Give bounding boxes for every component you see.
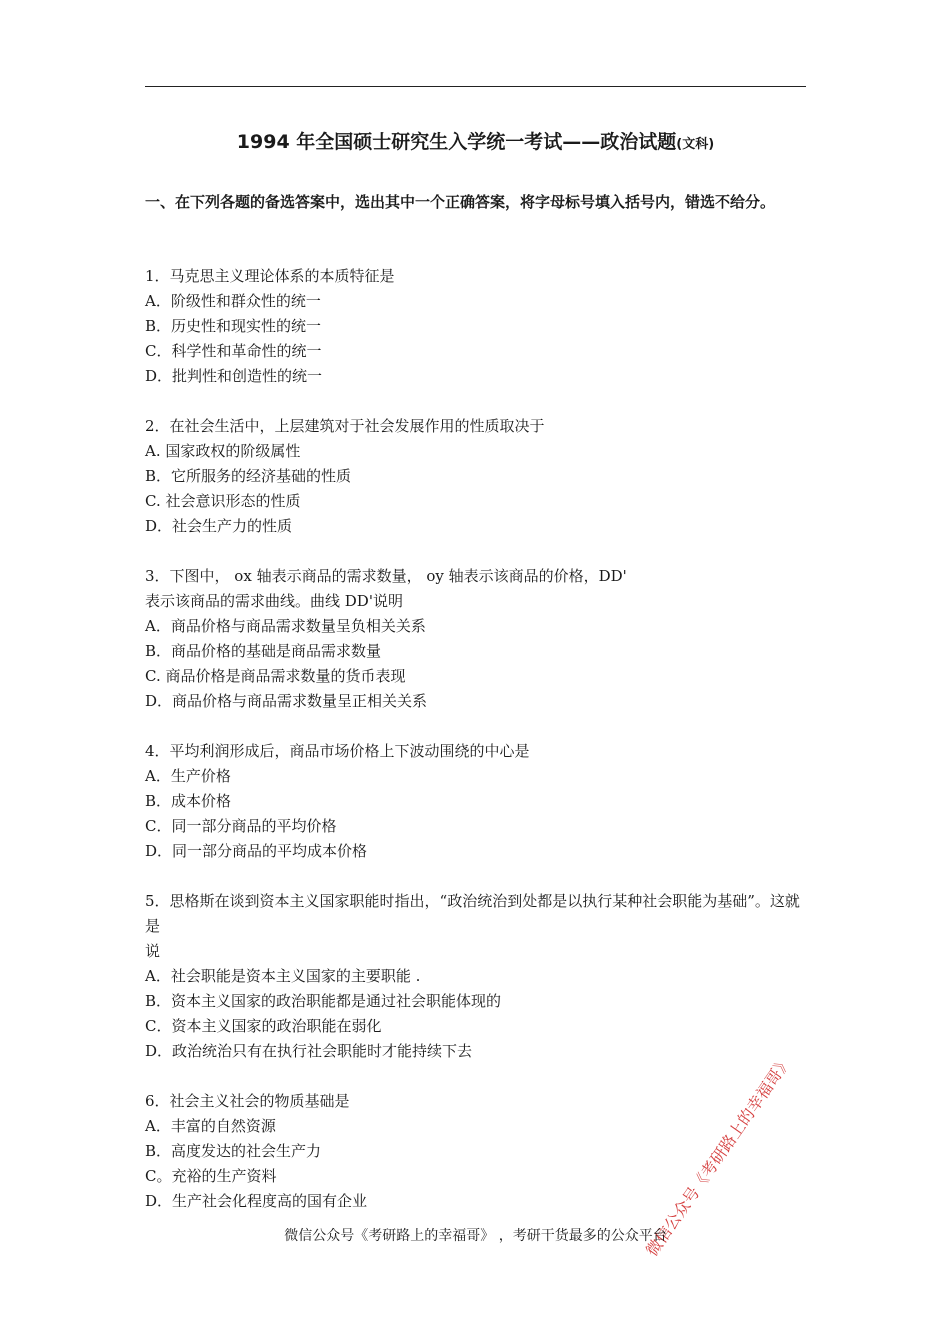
option-c: C．科学性和革命性的统一 <box>145 342 322 360</box>
question-3 <box>145 564 810 714</box>
option-a: A．阶级性和群众性的统一 <box>145 292 321 310</box>
title-main: 1994 年全国硕士研究生入学统一考试——政治试题 <box>236 131 677 153</box>
option-a: A．社会职能是资本主义国家的主要职能 . <box>145 967 421 985</box>
option-d: D．政治统治只有在执行社会职能时才能持续下去 <box>145 1042 473 1060</box>
section-instruction: 一、在下列各题的备选答案中，选出其中一个正确答案，将字母标号填入括号内，错选不给分。 <box>145 193 776 211</box>
option-c: C. 社会意识形态的性质 <box>145 492 301 510</box>
question-stem: 6．社会主义社会的物质基础是 <box>145 1092 350 1110</box>
question-stem: 4．平均利润形成后，商品市场价格上下波动围绕的中心是 <box>145 742 530 760</box>
page-title <box>145 128 806 159</box>
option-a: A．商品价格与商品需求数量呈负相关关系 <box>145 617 426 635</box>
option-b: B．高度发达的社会生产力 <box>145 1142 322 1160</box>
option-a: A．生产价格 <box>145 767 231 785</box>
option-d: D．批判性和创造性的统一 <box>145 367 323 385</box>
option-a: A. 国家政权的阶级属性 <box>145 442 301 460</box>
question-5 <box>145 889 810 1064</box>
option-b: B．资本主义国家的政治职能都是通过社会职能体现的 <box>145 992 502 1010</box>
question-stem: 1．马克思主义理论体系的本质特征是 <box>145 267 395 285</box>
option-b: B．它所服务的经济基础的性质 <box>145 467 352 485</box>
question-4 <box>145 739 810 864</box>
question-stem-continued: 表示该商品的需求曲线。曲线 DD'说明 <box>145 592 403 610</box>
title-suffix: (文科) <box>676 137 715 152</box>
page-footer: 微信公众号《考研路上的幸福哥》 ，考研干货最多的公众平台 <box>284 1228 667 1244</box>
option-c: C．同一部分商品的平均价格 <box>145 817 337 835</box>
option-d: D．生产社会化程度高的国有企业 <box>145 1192 368 1210</box>
question-stem: 5．思格斯在谈到资本主义国家职能时指出，“政治统治到处都是以执行某种社会职能为基础”。这就是 <box>145 892 800 935</box>
watermark-stamp: 微信公众号《考研路上的幸福哥》 <box>642 1052 796 1260</box>
question-1 <box>145 264 810 389</box>
question-2 <box>145 414 810 539</box>
option-d: D．商品价格与商品需求数量呈正相关关系 <box>145 692 428 710</box>
option-c: C。充裕的生产资料 <box>145 1167 277 1185</box>
question-stem: 3．下图中， ox 轴表示商品的需求数量， oy 轴表示该商品的价格，DD' <box>145 567 627 585</box>
question-list <box>145 264 810 1239</box>
option-d: D．同一部分商品的平均成本价格 <box>145 842 368 860</box>
option-d: D．社会生产力的性质 <box>145 517 293 535</box>
question-stem-continued: 说 <box>145 942 161 960</box>
option-b: B．商品价格的基础是商品需求数量 <box>145 642 382 660</box>
option-a: A．丰富的自然资源 <box>145 1117 276 1135</box>
option-c: C．资本主义国家的政治职能在弱化 <box>145 1017 382 1035</box>
option-b: B．历史性和现实性的统一 <box>145 317 322 335</box>
question-stem: 2．在社会生活中，上层建筑对于社会发展作用的性质取决于 <box>145 417 545 435</box>
option-b: B．成本价格 <box>145 792 232 810</box>
option-c: C. 商品价格是商品需求数量的货币表现 <box>145 667 406 685</box>
header-rule <box>145 86 806 87</box>
